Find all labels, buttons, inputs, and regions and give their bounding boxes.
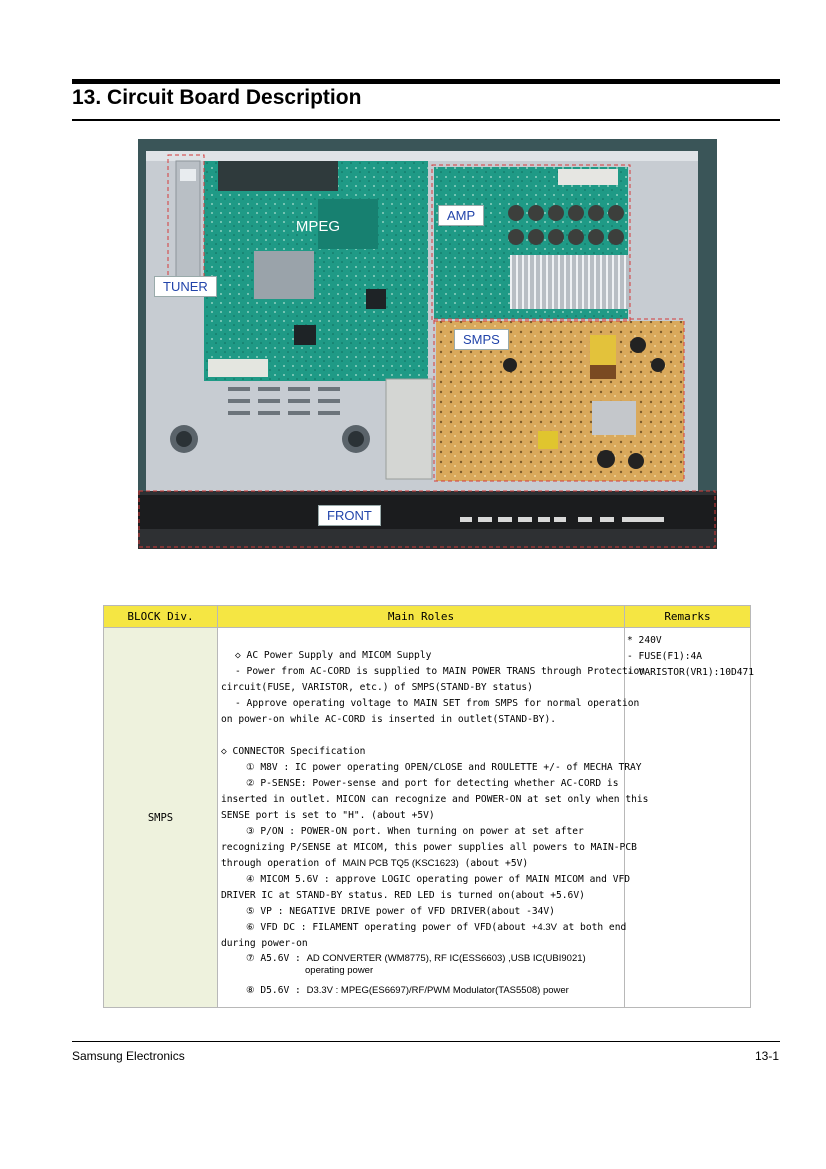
circuit-board-photo <box>138 139 717 549</box>
tuner-label: TUNER <box>154 276 217 297</box>
role-line: inserted in outlet. MICON can recognize and POWER-ON at set only when this <box>221 794 649 805</box>
role-line: ◇ CONNECTOR Specification <box>221 746 366 757</box>
role-line: SENSE port is set to "H". (about +5V) <box>221 810 435 821</box>
remarks-cell <box>625 628 755 1008</box>
remark-line: - FUSE(F1):4A <box>627 651 703 662</box>
footer-page-number: 13-1 <box>754 1049 779 1063</box>
mpeg-label: MPEG <box>295 218 341 235</box>
role-line: ◇ AC Power Supply and MICOM Supply <box>235 650 432 661</box>
footer-rule <box>72 1041 780 1042</box>
top-rule <box>72 79 780 84</box>
header-main-roles: Main Roles <box>218 606 625 628</box>
front-label: FRONT <box>318 505 381 526</box>
block-description-table <box>103 605 755 1008</box>
role-line: circuit(FUSE, VARISTOR, etc.) of SMPS(STAND-BY status) <box>221 682 533 693</box>
role-line: - Approve operating voltage to MAIN SET from SMPS for normal operation <box>235 698 640 709</box>
circuit-board-illustration <box>138 139 717 549</box>
role-line: ⑦ A5.6V : AD CONVERTER (WM8775), RF IC(ESS6603) ,USB IC(UBI9021) <box>246 953 586 964</box>
role-line: ④ MICOM 5.6V : approve LOGIC operating power of MAIN MICOM and VFD <box>246 874 631 885</box>
table-header-row <box>104 606 751 628</box>
amp-label: AMP <box>438 205 484 226</box>
header-remarks: Remarks <box>625 606 751 628</box>
smps-label: SMPS <box>454 329 509 350</box>
role-line: ⑥ VFD DC : FILAMENT operating power of VFD(about +4.3V at both end <box>246 922 627 933</box>
role-line: through operation of MAIN PCB TQ5 (KSC1623) (about +5V) <box>221 858 529 869</box>
title-rule <box>72 119 780 121</box>
role-line: ⑧ D5.6V : D3.3V : MPEG(ES6697)/RF/PWM Modulator(TAS5508) power <box>246 985 569 996</box>
footer-company: Samsung Electronics <box>72 1049 185 1063</box>
remark-line: - VARISTOR(VR1):10D471 <box>627 667 755 678</box>
header-block-div: BLOCK Div. <box>104 606 218 628</box>
role-line: ① M8V : IC power operating OPEN/CLOSE and ROULETTE +/- of MECHA TRAY <box>246 762 642 773</box>
remark-line: * 240V <box>627 635 662 646</box>
table-row <box>104 628 751 1008</box>
page-title: 13. Circuit Board Description <box>72 86 362 109</box>
role-line: DRIVER IC at STAND-BY status. RED LED is turned on(about +5.6V) <box>221 890 585 901</box>
role-line: ⑤ VP : NEGATIVE DRIVE power of VFD DRIVER(about -34V) <box>246 906 555 917</box>
role-line: ② P-SENSE: Power-sense and port for detecting whether AC-CORD is <box>246 778 619 789</box>
role-line: recognizing P/SENSE at MICOM, this power supplies all powers to MAIN-PCB <box>221 842 637 853</box>
role-line: - Power from AC-CORD is supplied to MAIN POWER TRANS through Protection <box>235 666 646 677</box>
role-line: during power-on <box>221 938 308 949</box>
role-line: on power-on while AC-CORD is inserted in outlet(STAND-BY). <box>221 714 557 725</box>
block-cell: SMPS <box>104 628 218 1008</box>
role-line: ③ P/ON : POWER-ON port. When turning on power at set after <box>246 826 584 837</box>
role-line: operating power <box>305 965 374 976</box>
